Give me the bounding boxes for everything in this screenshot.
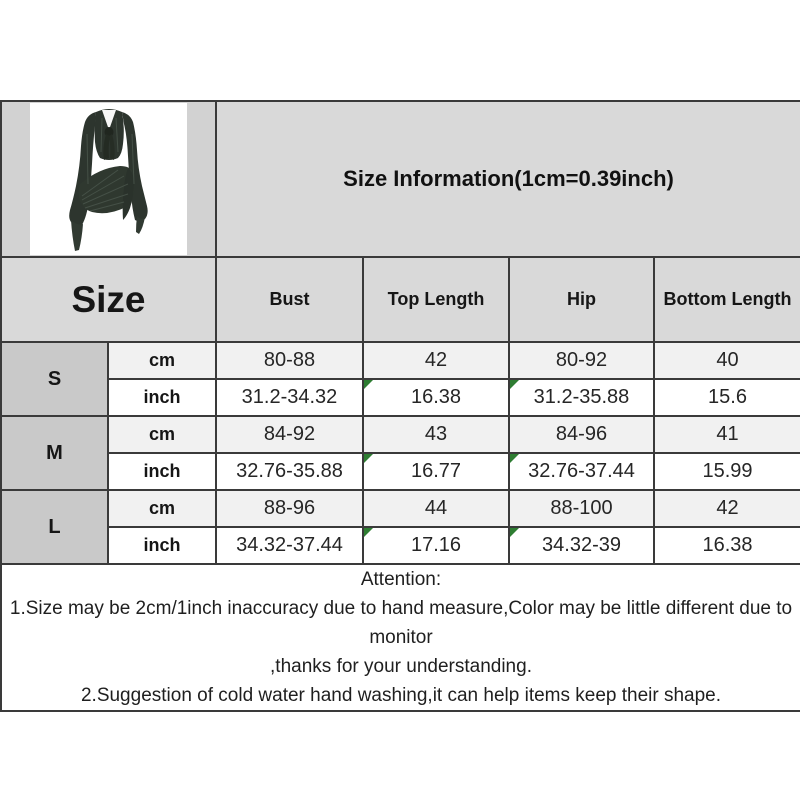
- excel-flag-icon: [510, 528, 519, 537]
- cell-value: 16.77: [410, 460, 462, 482]
- cell-l-cm-bust: 88-96: [216, 490, 363, 527]
- product-photo-cell: [1, 101, 216, 257]
- excel-flag-icon: [510, 380, 519, 389]
- size-label-m: M: [1, 416, 108, 490]
- page-title: Size Information(1cm=0.39inch): [216, 101, 800, 257]
- size-chart-table: [0, 100, 800, 712]
- size-header: Size: [1, 257, 216, 342]
- cell-m-inch-hip: [509, 453, 654, 490]
- cell-value: 34.32-39: [542, 534, 621, 556]
- garment-illustration: [53, 104, 165, 254]
- cell-l-cm-top-length: 44: [363, 490, 509, 527]
- attention-line-3: 2.Suggestion of cold water hand washing,it can help items keep their shape.: [80, 685, 722, 706]
- attention-line-1: 1.Size may be 2cm/1inch inaccuracy due to hand measure,Color may be little different due to monitor: [9, 598, 793, 648]
- row-l-inch: [1, 527, 800, 564]
- cell-s-cm-hip: 80-92: [509, 342, 654, 379]
- attention-box: [1, 564, 800, 711]
- col-header-hip: Hip: [509, 257, 654, 342]
- row-l-cm: [1, 490, 800, 527]
- cell-l-inch-bottom-length: 16.38: [654, 527, 800, 564]
- cell-s-inch-top-length: [363, 379, 509, 416]
- excel-flag-icon: [364, 380, 373, 389]
- cell-l-inch-bust: 34.32-37.44: [216, 527, 363, 564]
- cell-m-cm-hip: 84-96: [509, 416, 654, 453]
- row-m-cm: [1, 416, 800, 453]
- unit-label-cm: cm: [108, 342, 216, 379]
- cell-m-cm-top-length: 43: [363, 416, 509, 453]
- col-header-bottom-length: Bottom Length: [654, 257, 800, 342]
- unit-label-inch: inch: [108, 527, 216, 564]
- col-header-bust: Bust: [216, 257, 363, 342]
- header-band: [1, 101, 800, 257]
- excel-flag-icon: [364, 454, 373, 463]
- cell-s-cm-top-length: 42: [363, 342, 509, 379]
- column-header-row: [1, 257, 800, 342]
- cell-m-cm-bust: 84-92: [216, 416, 363, 453]
- cell-value: 17.16: [410, 534, 462, 556]
- cell-m-inch-bust: 32.76-35.88: [216, 453, 363, 490]
- unit-label-cm: cm: [108, 490, 216, 527]
- cell-m-inch-top-length: [363, 453, 509, 490]
- cell-s-inch-hip: [509, 379, 654, 416]
- col-header-top-length: Top Length: [363, 257, 509, 342]
- cell-value: 16.38: [410, 386, 462, 408]
- cell-value: 32.76-37.44: [528, 460, 635, 482]
- excel-flag-icon: [364, 528, 373, 537]
- size-label-s: S: [1, 342, 108, 416]
- size-label-l: L: [1, 490, 108, 564]
- cell-l-cm-bottom-length: 42: [654, 490, 800, 527]
- cell-l-inch-hip: [509, 527, 654, 564]
- cell-s-cm-bottom-length: 40: [654, 342, 800, 379]
- attention-line-2: ,thanks for your understanding.: [270, 656, 532, 677]
- unit-label-inch: inch: [108, 453, 216, 490]
- row-s-cm: [1, 342, 800, 379]
- cell-s-inch-bottom-length: 15.6: [654, 379, 800, 416]
- cell-m-inch-bottom-length: 15.99: [654, 453, 800, 490]
- excel-flag-icon: [510, 454, 519, 463]
- cell-s-inch-bust: 31.2-34.32: [216, 379, 363, 416]
- product-photo: [30, 103, 187, 255]
- cell-l-inch-top-length: [363, 527, 509, 564]
- cell-l-cm-hip: 88-100: [509, 490, 654, 527]
- cell-s-cm-bust: 80-88: [216, 342, 363, 379]
- row-s-inch: [1, 379, 800, 416]
- cell-m-cm-bottom-length: 41: [654, 416, 800, 453]
- unit-label-cm: cm: [108, 416, 216, 453]
- unit-label-inch: inch: [108, 379, 216, 416]
- attention-heading: Attention:: [360, 569, 442, 590]
- cell-value: 31.2-35.88: [533, 386, 630, 408]
- row-m-inch: [1, 453, 800, 490]
- attention-row: [1, 564, 800, 711]
